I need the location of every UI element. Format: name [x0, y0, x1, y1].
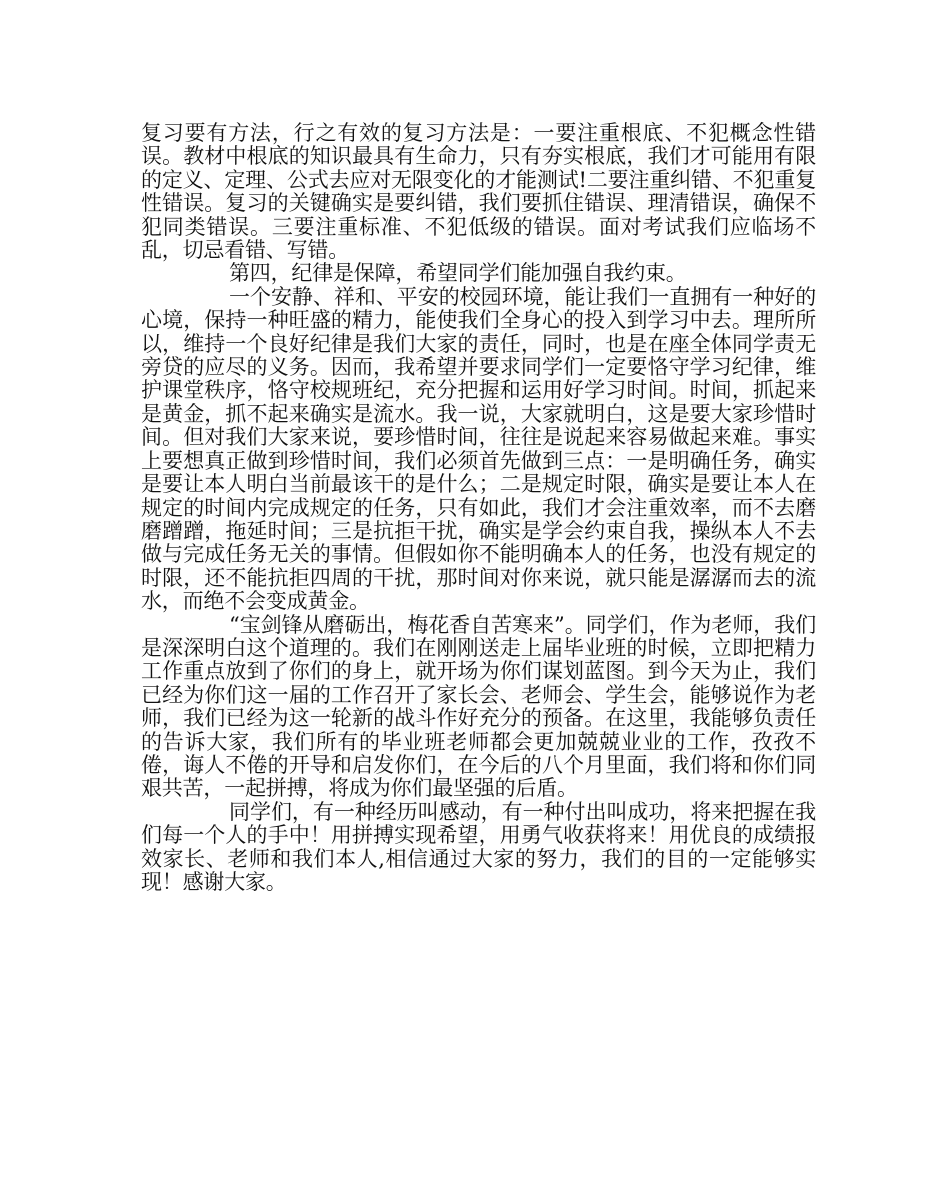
document-body: [141, 122, 816, 894]
paragraph-discipline-heading: 第四，纪律是保障，希望同学们能加强自我约束。: [229, 261, 687, 286]
paragraph-closing: 同学们，有一种经历叫感动，有一种付出叫成功，将来把握在我们每一个人的手中！用拼搏实现希望，用勇气收获将来！用优良的成绩报效家长、老师和我们本人,相信通过大家的努力，我们的目的一定能够实现！感谢大家。: [141, 799, 816, 894]
paragraph-review-method: 复习要有方法，行之有效的复习方法是：一要注重根底、不犯概念性错误。教材中根底的知识最具有生命力，只有夯实根底，我们才可能用有限的定义、定理、公式去应对无限变化的才能测试!二要注重纠错、不犯重复性错误。复习的关键确实是要纠错，我们要抓住错误、理清错误，确保不犯同类错误。三要注重标准、不犯低级的错误。面对考试我们应临场不乱，切忌看错、写错。: [141, 121, 816, 263]
paragraph-teachers-commitment: “宝剑锋从磨砺出，梅花香自苦寒来”。同学们，作为老师，我们是深深明白这个道理的。我们在刚刚送走上届毕业班的时候，立即把精力工作重点放到了你们的身上，就开场为你们谋划蓝图。到今天为止，我们已经为你们这一届的工作召开了家长会、老师会、学生会，能够说作为老师，我们已经为这一轮新的战斗作好充分的预备。在这里，我能够负责任的告诉大家，我们所有的毕业班老师都会更加兢兢业业的工作，孜孜不倦，诲人不倦的开导和启发你们，在今后的八个月里面，我们将和你们同艰共苦，一起拼搏，将成为你们最坚强的后盾。: [141, 612, 816, 801]
paragraph-discipline-body: 一个安静、祥和、平安的校园环境，能让我们一直拥有一种好的心境，保持一种旺盛的精力，能使我们全身心的投入到学习中去。理所所以，维持一个良好纪律是我们大家的责任，同时，也是在座全体同学责无旁贷的应尽的义务。因而，我希望并要求同学们一定要恪守学习纪律，维护课堂秩序，恪守校规班纪，充分把握和运用好学习时间。时间，抓起来是黄金，抓不起来确实是流水。我一说，大家就明白，这是要大家珍惜时间。但对我们大家来说，要珍惜时间，往往是说起来容易做起来难。事实上要想真正做到珍惜时间，我们必须首先做到三点：一是明确任务，确实是要让本人明白当前最该干的是什么；二是规定时限，确实是要让本人在规定的时间内完成规定的任务，只有如此，我们才会注重效率，而不去磨磨蹭蹭，拖延时间；三是抗拒干扰，确实是学会约束自我，操纵本人不去做与完成任务无关的事情。但假如你不能明确本人的任务，也没有规定的时限，还不能抗拒四周的干扰，那时间对你来说，就只能是潺潺而去的流水，而绝不会变成黄金。: [141, 284, 816, 614]
